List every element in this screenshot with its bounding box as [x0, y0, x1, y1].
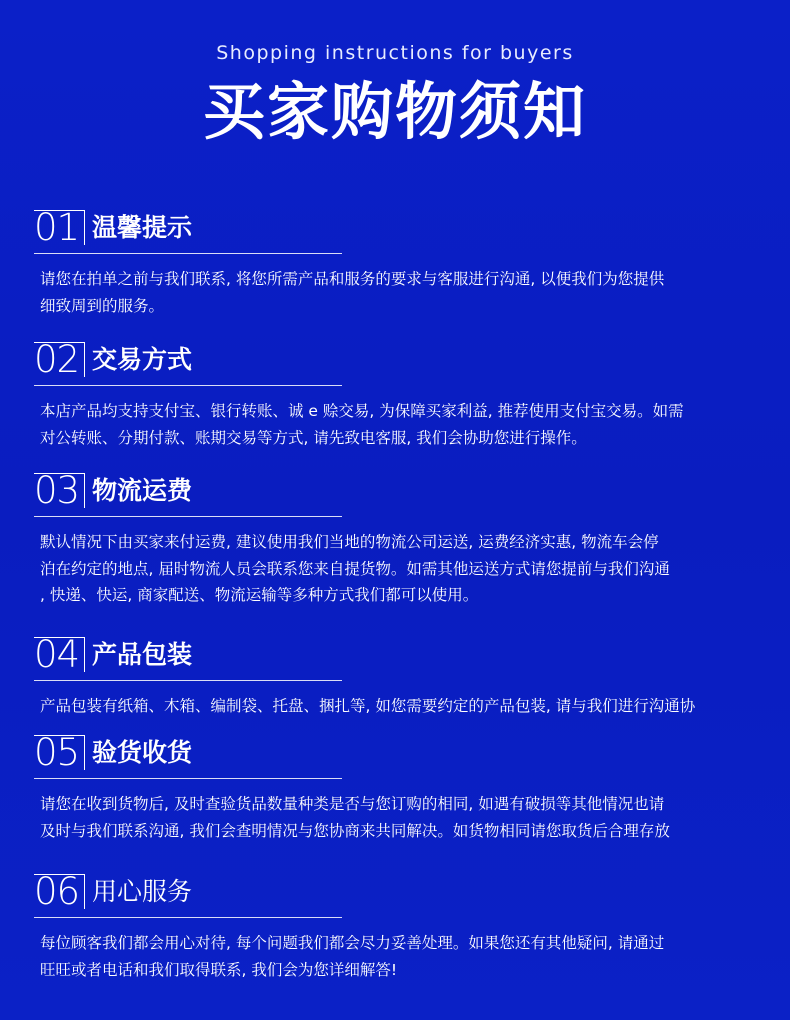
section-title: 用心服务 — [92, 877, 193, 906]
section-divider — [34, 516, 342, 517]
section-divider — [34, 385, 342, 386]
section-number: 05 — [34, 731, 80, 774]
section-divider — [34, 253, 342, 254]
number-frame — [34, 338, 85, 381]
section-text: 请您在拍单之前与我们联系, 将您所需产品和服务的要求与客服进行沟通, 以便我们为您提供 细致周到的服务。 — [40, 270, 665, 315]
number-frame — [34, 469, 85, 512]
page-title: 买家购物须知 — [202, 75, 587, 148]
section-number: 06 — [34, 870, 80, 913]
number-frame — [34, 870, 85, 913]
section-text: 每位顾客我们都会用心对待, 每个问题我们都会尽力妥善处理。如果您还有其他疑问, 请通过 旺旺或者电话和我们取得联系, 我们会为您详细解答! — [40, 934, 665, 979]
number-frame — [34, 731, 85, 774]
page-subtitle: Shopping instructions for buyers — [216, 42, 574, 64]
section-text: 本店产品均支持支付宝、银行转账、诚 e 赊交易, 为保障买家利益, 推荐使用支付宝交易。如需 对公转账、分期付款、账期交易等方式, 请先致电客服, 我们会协助您进行操作。 — [40, 402, 684, 447]
section-title: 物流运费 — [92, 476, 193, 505]
section-title: 验货收货 — [92, 738, 193, 767]
section-number: 01 — [34, 206, 80, 249]
section-title: 温馨提示 — [92, 213, 193, 242]
section-divider — [34, 680, 342, 681]
section-text: 请您在收到货物后, 及时查验货品数量种类是否与您订购的相同, 如遇有破损等其他情况也请 及时与我们联系沟通, 我们会查明情况与您协商来共同解决。如货物相同请您取货后合理存放 — [40, 795, 670, 840]
section-divider — [34, 917, 342, 918]
section-title: 产品包装 — [92, 640, 193, 669]
section-number: 04 — [34, 633, 80, 676]
number-frame — [34, 633, 85, 676]
number-frame — [34, 206, 85, 249]
section-text: 默认情况下由买家来付运费, 建议使用我们当地的物流公司运送, 运费经济实惠, 物流车会停 泊在约定的地点, 届时物流人员会联系您来自提货物。如需其他运送方式请您提前与我们沟通 , 快递、快运, 商家配送、物流运输等多种方式我们都可以使用。 — [40, 533, 670, 604]
section-text: 产品包装有纸箱、木箱、编制袋、托盘、捆扎等, 如您需要约定的产品包装, 请与我们进行沟通协 — [40, 697, 696, 715]
section-title: 交易方式 — [92, 345, 193, 374]
section-number: 03 — [34, 469, 80, 512]
section-divider — [34, 778, 342, 779]
section-number: 02 — [34, 338, 80, 381]
